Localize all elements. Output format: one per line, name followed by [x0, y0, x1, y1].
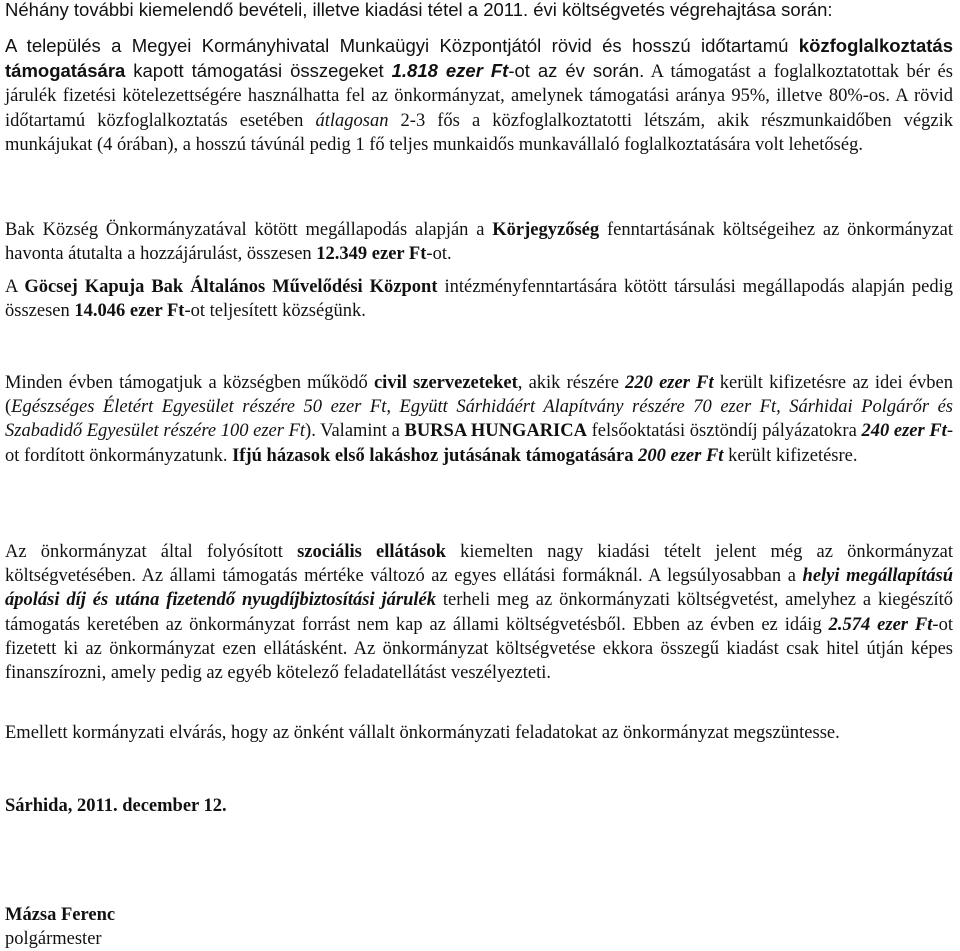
paragraph-social-benefits: Az önkormányzat által folyósított szociális ellátások kiemelten nagy kiadási tételt jelent még az önkormányzat költségvetésében. Az állami támogatás mértéke változó az egyes ellátási formáknál. A legsúlyosabban a helyi megállapítású ápolási díj és utána fizetendő nyugdíjbiztosítási járulék terheli meg az önkormányzati költségvetést, amelyhez a kiegészítő támogatás keretében az önkormányzat forrást nem kap az állami költségvetésből. Ebben az évben ez idáig 2.574 ezer Ft-ot fizetett ki az önkormányzat ezen ellátásként. Az önkormányzat költségvetése ekkora összegű kiadást csak hitel útján képes finanszírozni, amely pedig az egyéb kötelező feladatellátást veszélyezteti.: [5, 542, 954, 684]
place-date: Sárhida, 2011. december 12.: [5, 796, 227, 816]
paragraph-cultural-center: A Göcsej Kapuja Bak Általános Művelődési Központ intézményfenntartására kötött társulási megállapodás alapján pedig összesen 14.046 ezer Ft-ot teljesített községünk.: [5, 277, 953, 322]
paragraph-notary: Bak Község Önkormányzatával kötött megállapodás alapján a Körjegyzőség fenntartásának költségeihez az önkormányzat havonta átutalta a hozzájárulást, összesen 12.349 ezer Ft-ot.: [5, 220, 953, 265]
paragraph-public-employment: A település a Megyei Kormányhivatal Munkaügyi Központjától rövid és hosszú időtartamú közfoglalkoztatás támogatására kapott támogatási összegeket 1.818 ezer Ft-ot az év során. A támogatást a foglalkoztatottak bér és járulék fizetési kötelezettségére használhatta fel az önkormányzat, amelynek támogatási aránya 95%, illetve 80%-os. A rövid időtartamú közfoglalkoztatás esetében átlagosan 2-3 fős a közfoglalkoztatotti létszám, akik részmunkaidőben végzik munkájukat (4 órában), a hosszú távúnál pedig 1 fő teljes munkaidős munkavállaló foglalkoztatására volt lehetőség.: [5, 35, 953, 155]
signatory-name: Mázsa Ferenc: [5, 905, 116, 925]
paragraph-government-expectation: Emellett kormányzati elvárás, hogy az önként vállalt önkormányzati feladatokat az önkormányzat megszüntesse.: [5, 723, 840, 743]
signatory-title: polgármester: [5, 929, 102, 949]
intro-heading: Néhány további kiemelendő bevételi, illetve kiadási tétel a 2011. évi költségvetés végrehajtása során:: [5, 0, 833, 20]
paragraph-civil-organizations: Minden évben támogatjuk a községben működő civil szervezeteket, akik részére 220 ezer Ft került kifizetésre az idei évben (Egészséges Életért Egyesület részére 50 ezer Ft, Együtt Sárhidáért Alapítvány részére 70 ezer Ft, Sárhidai Polgárőr és Szabadidő Egyesület részére 100 ezer Ft). Valamint a BURSA HUNGARICA felsőoktatási ösztöndíj pályázatokra 240 ezer Ft-ot fordított önkormányzatunk. Ifjú házasok első lakáshoz jutásának támogatására 200 ezer Ft került kifizetésre.: [5, 373, 954, 466]
